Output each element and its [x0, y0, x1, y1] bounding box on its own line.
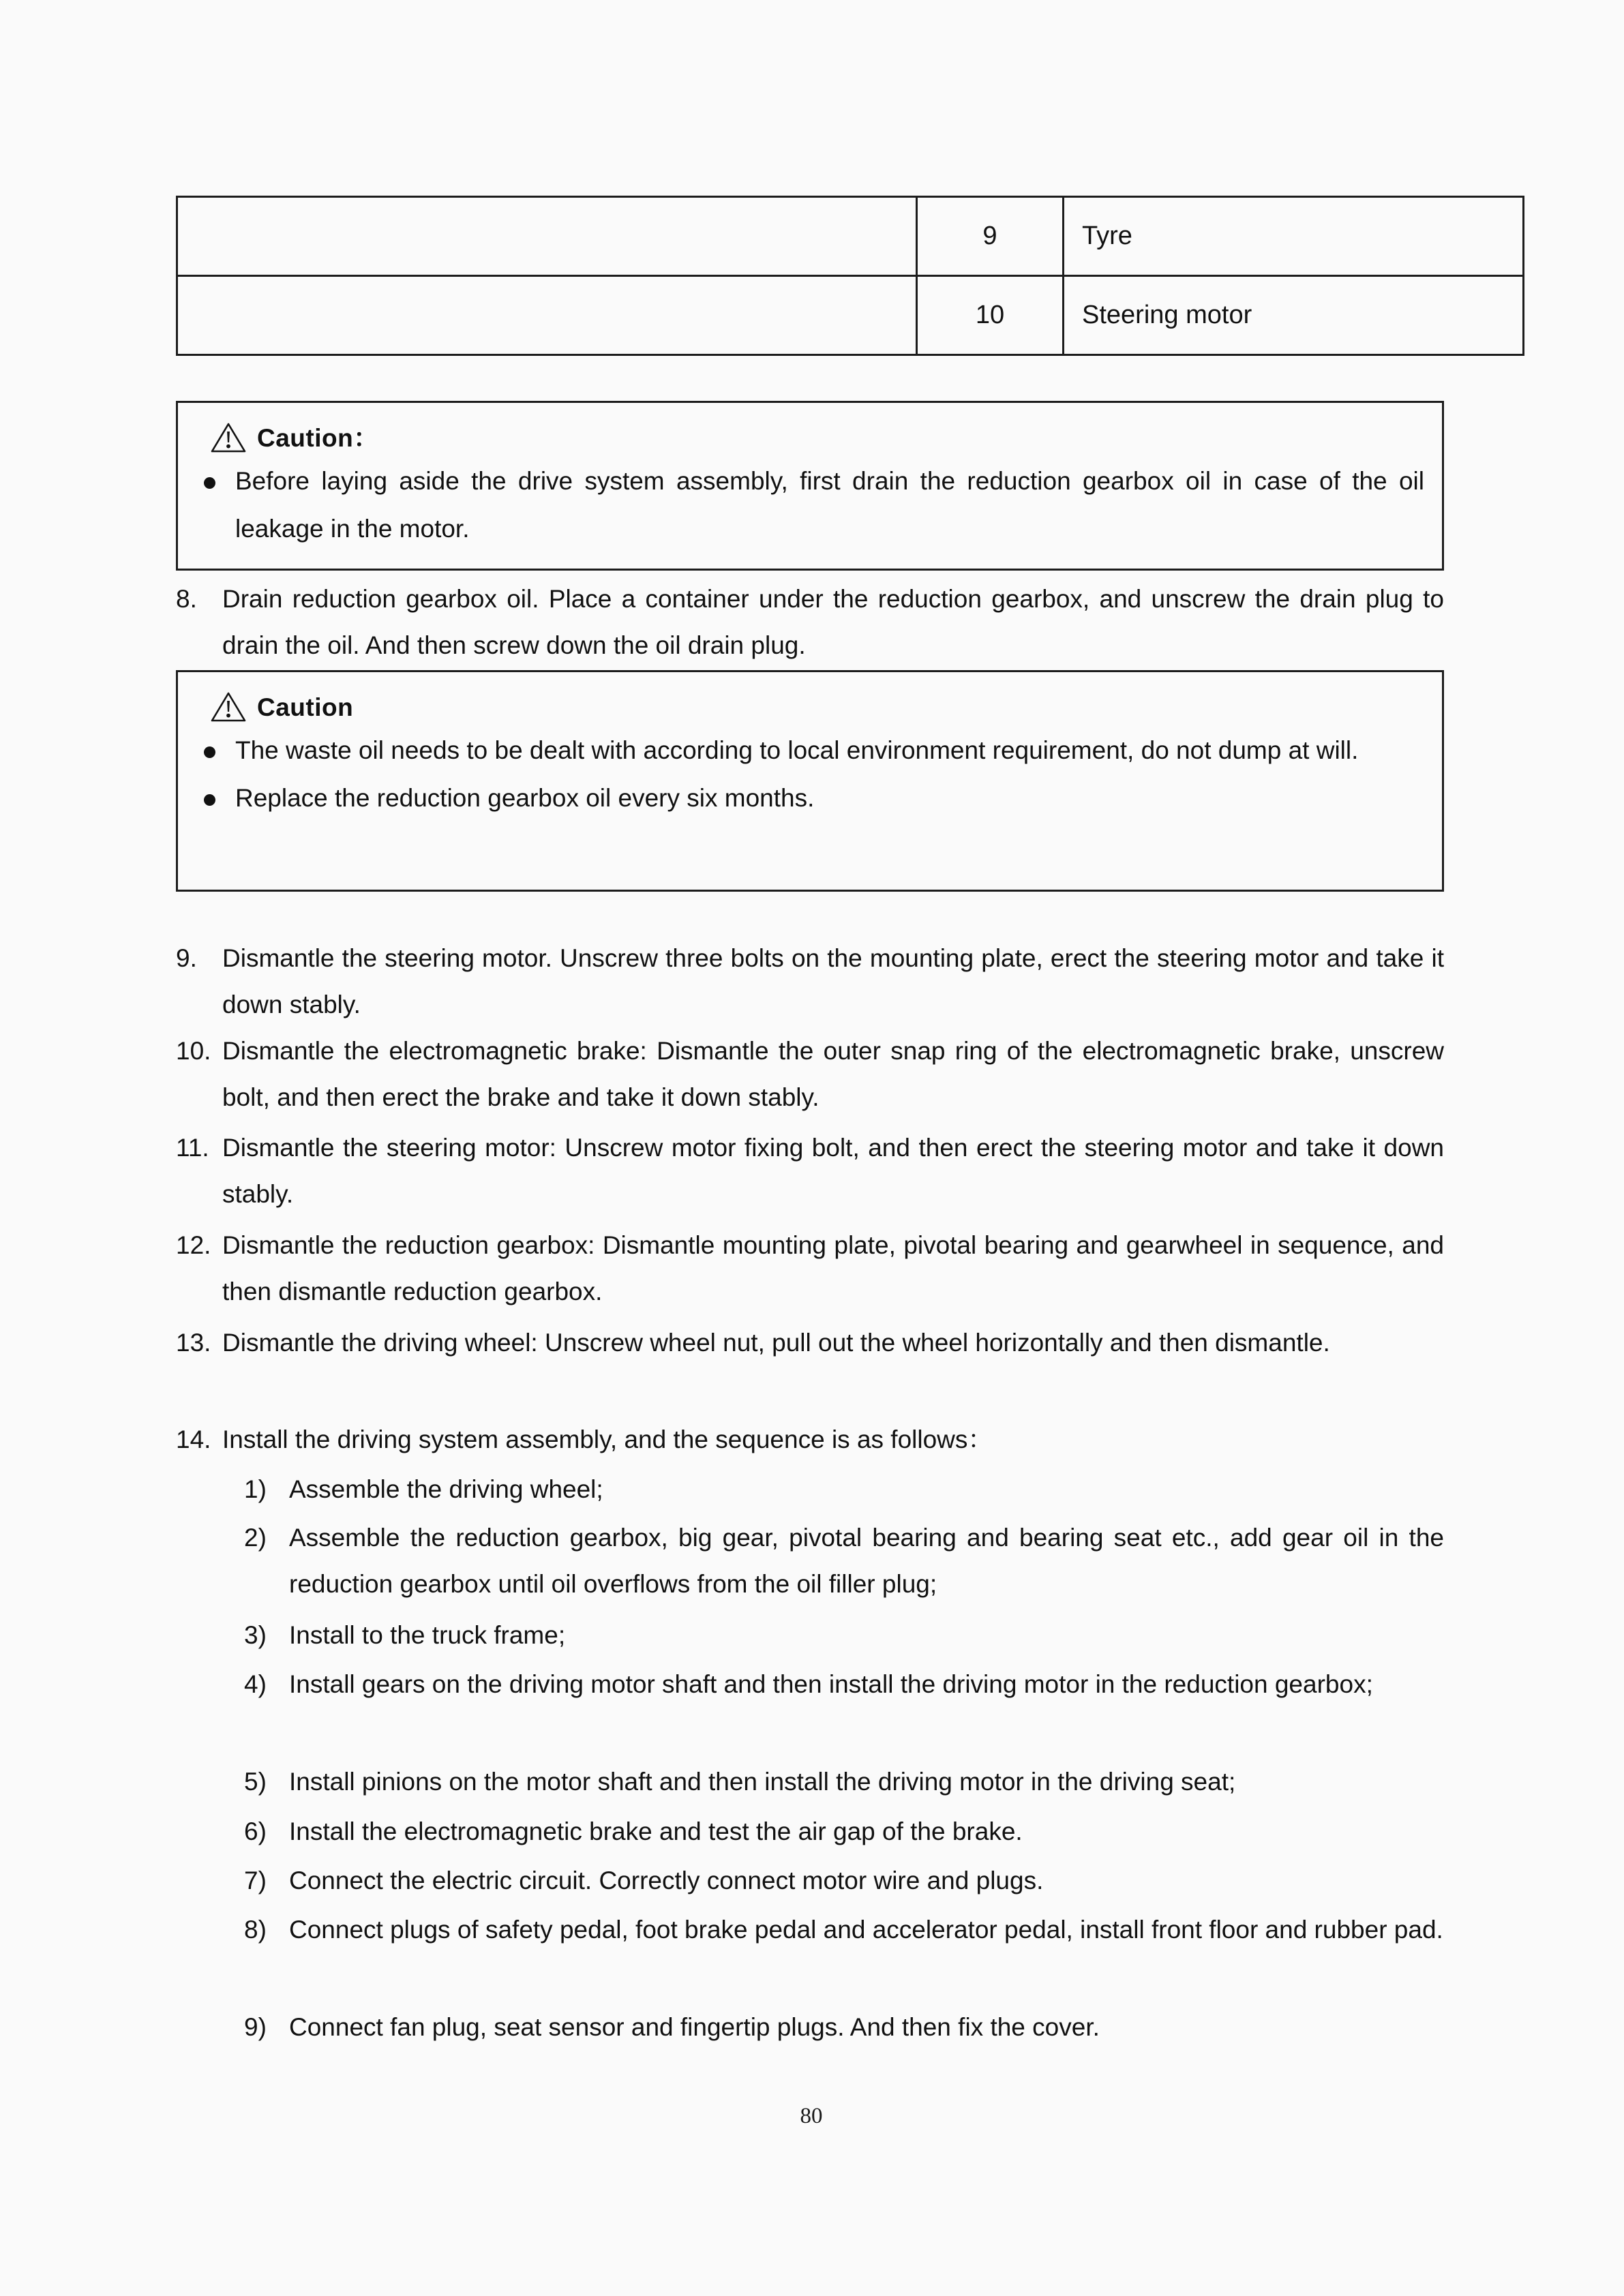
substep-number: 3): [244, 1621, 267, 1649]
table-row: [177, 276, 1524, 355]
substep-item: [244, 1759, 1444, 1805]
substep-text: Install to the truck frame;: [289, 1621, 566, 1649]
caution-header: [211, 687, 1424, 727]
caution-bullet-text: Replace the reduction gearbox oil every six months.: [235, 784, 815, 812]
caution-bullet-text: Before laying aside the drive system assembly, first drain the reduction gearbox oil in case of the oil leakage in the motor.: [235, 467, 1424, 543]
step-paragraph: [176, 1125, 1444, 1218]
step-text: Dismantle the steering motor: Unscrew motor fixing bolt, and then erect the steering motor and take it down stably.: [222, 1134, 1444, 1208]
list-item: [196, 727, 1424, 774]
substep-item: [244, 1809, 1444, 1855]
substep-number: 9): [244, 2013, 267, 2041]
step-text: Dismantle the reduction gearbox: Dismantle mounting plate, pivotal bearing and gearwheel in sequence, and then dismantle reduction gearbox.: [222, 1231, 1444, 1305]
caution-bullet-list: [196, 457, 1424, 553]
list-item: [196, 457, 1424, 553]
step-number: 14.: [176, 1425, 211, 1453]
step-paragraph: [176, 935, 1444, 1028]
substep-number: 1): [244, 1475, 267, 1503]
table-cell-part-name: Steering motor: [1064, 276, 1524, 355]
step-number: 11.: [176, 1134, 209, 1162]
substep-text: Connect fan plug, seat sensor and fingertip plugs. And then fix the cover.: [289, 2013, 1100, 2041]
substep-item: [244, 1515, 1444, 1607]
step-text: Dismantle the electromagnetic brake: Dismantle the outer snap ring of the electromagnetic brake, unscrew bolt, and then erect the brake and take it down stably.: [222, 1037, 1444, 1111]
substep-text: Install the electromagnetic brake and test the air gap of the brake.: [289, 1817, 1023, 1845]
substep-text: Assemble the driving wheel;: [289, 1475, 603, 1503]
table-cell-blank: [177, 276, 917, 355]
substep-number: 6): [244, 1817, 267, 1845]
caution-bullet-list: [196, 727, 1424, 822]
substep-number: 4): [244, 1670, 267, 1698]
substep-number: 5): [244, 1768, 267, 1796]
caution-bullet-text: The waste oil needs to be dealt with according to local environment requirement, do not dump at will.: [235, 736, 1359, 764]
step-text: Drain reduction gearbox oil. Place a container under the reduction gearbox, and unscrew the drain plug to drain the oil. And then screw down the oil drain plug.: [222, 585, 1444, 659]
substep-item: [244, 1661, 1444, 1708]
warning-triangle-icon: [211, 422, 246, 453]
substep-text: Connect the electric circuit. Correctly connect motor wire and plugs.: [289, 1867, 1044, 1894]
list-item: [196, 774, 1424, 822]
step-number: 9.: [176, 944, 197, 972]
step-paragraph: [176, 1222, 1444, 1315]
caution-header: [211, 418, 1424, 457]
step-paragraph: [176, 1320, 1444, 1366]
table-cell-blank: [177, 197, 917, 276]
page-number: 80: [800, 2104, 823, 2128]
table-cell-index: 9: [917, 197, 1064, 276]
caution-title: Caution：: [257, 423, 379, 452]
substep-text: Install gears on the driving motor shaft and then install the driving motor in the reduction gearbox;: [289, 1670, 1373, 1698]
substep-number: 8): [244, 1916, 267, 1944]
caution-box-first: [176, 401, 1444, 571]
table-cell-part-name: Tyre: [1064, 197, 1524, 276]
substep-item: [244, 1612, 1444, 1659]
step-text: Dismantle the steering motor. Unscrew three bolts on the mounting plate, erect the steering motor and take it down stably.: [222, 944, 1444, 1018]
step-number: 12.: [176, 1231, 211, 1259]
step-text: Install the driving system assembly, and the sequence is as follows：: [222, 1425, 993, 1453]
step-paragraph: [176, 576, 1444, 669]
warning-triangle-icon: [211, 691, 246, 723]
step-paragraph: [176, 1417, 1444, 1463]
step-number: 10.: [176, 1037, 211, 1065]
substep-item: [244, 1858, 1444, 1904]
table-cell-index: 10: [917, 276, 1064, 355]
step-text: Dismantle the driving wheel: Unscrew wheel nut, pull out the wheel horizontally and then dismantle.: [222, 1329, 1330, 1357]
substep-number: 2): [244, 1524, 267, 1552]
parts-table: [176, 196, 1524, 356]
step-number: 13.: [176, 1329, 211, 1357]
substep-item: [244, 2004, 1444, 2051]
caution-title: Caution: [257, 693, 354, 721]
substep-text: Assemble the reduction gearbox, big gear, pivotal bearing and bearing seat etc., add gear oil in the reduction gearbox until oil overflows from the oil filler plug;: [289, 1524, 1444, 1598]
substep-item: [244, 1907, 1444, 1953]
substep-text: Connect plugs of safety pedal, foot brake pedal and accelerator pedal, install front floor and rubber pad.: [289, 1916, 1443, 1944]
step-paragraph: [176, 1028, 1444, 1121]
substep-text: Install pinions on the motor shaft and then install the driving motor in the driving seat;: [289, 1768, 1236, 1796]
step-number: 8.: [176, 585, 197, 613]
caution-box-second: [176, 670, 1444, 892]
substep-item: [244, 1466, 1444, 1513]
substep-number: 7): [244, 1867, 267, 1894]
table-row: [177, 197, 1524, 276]
